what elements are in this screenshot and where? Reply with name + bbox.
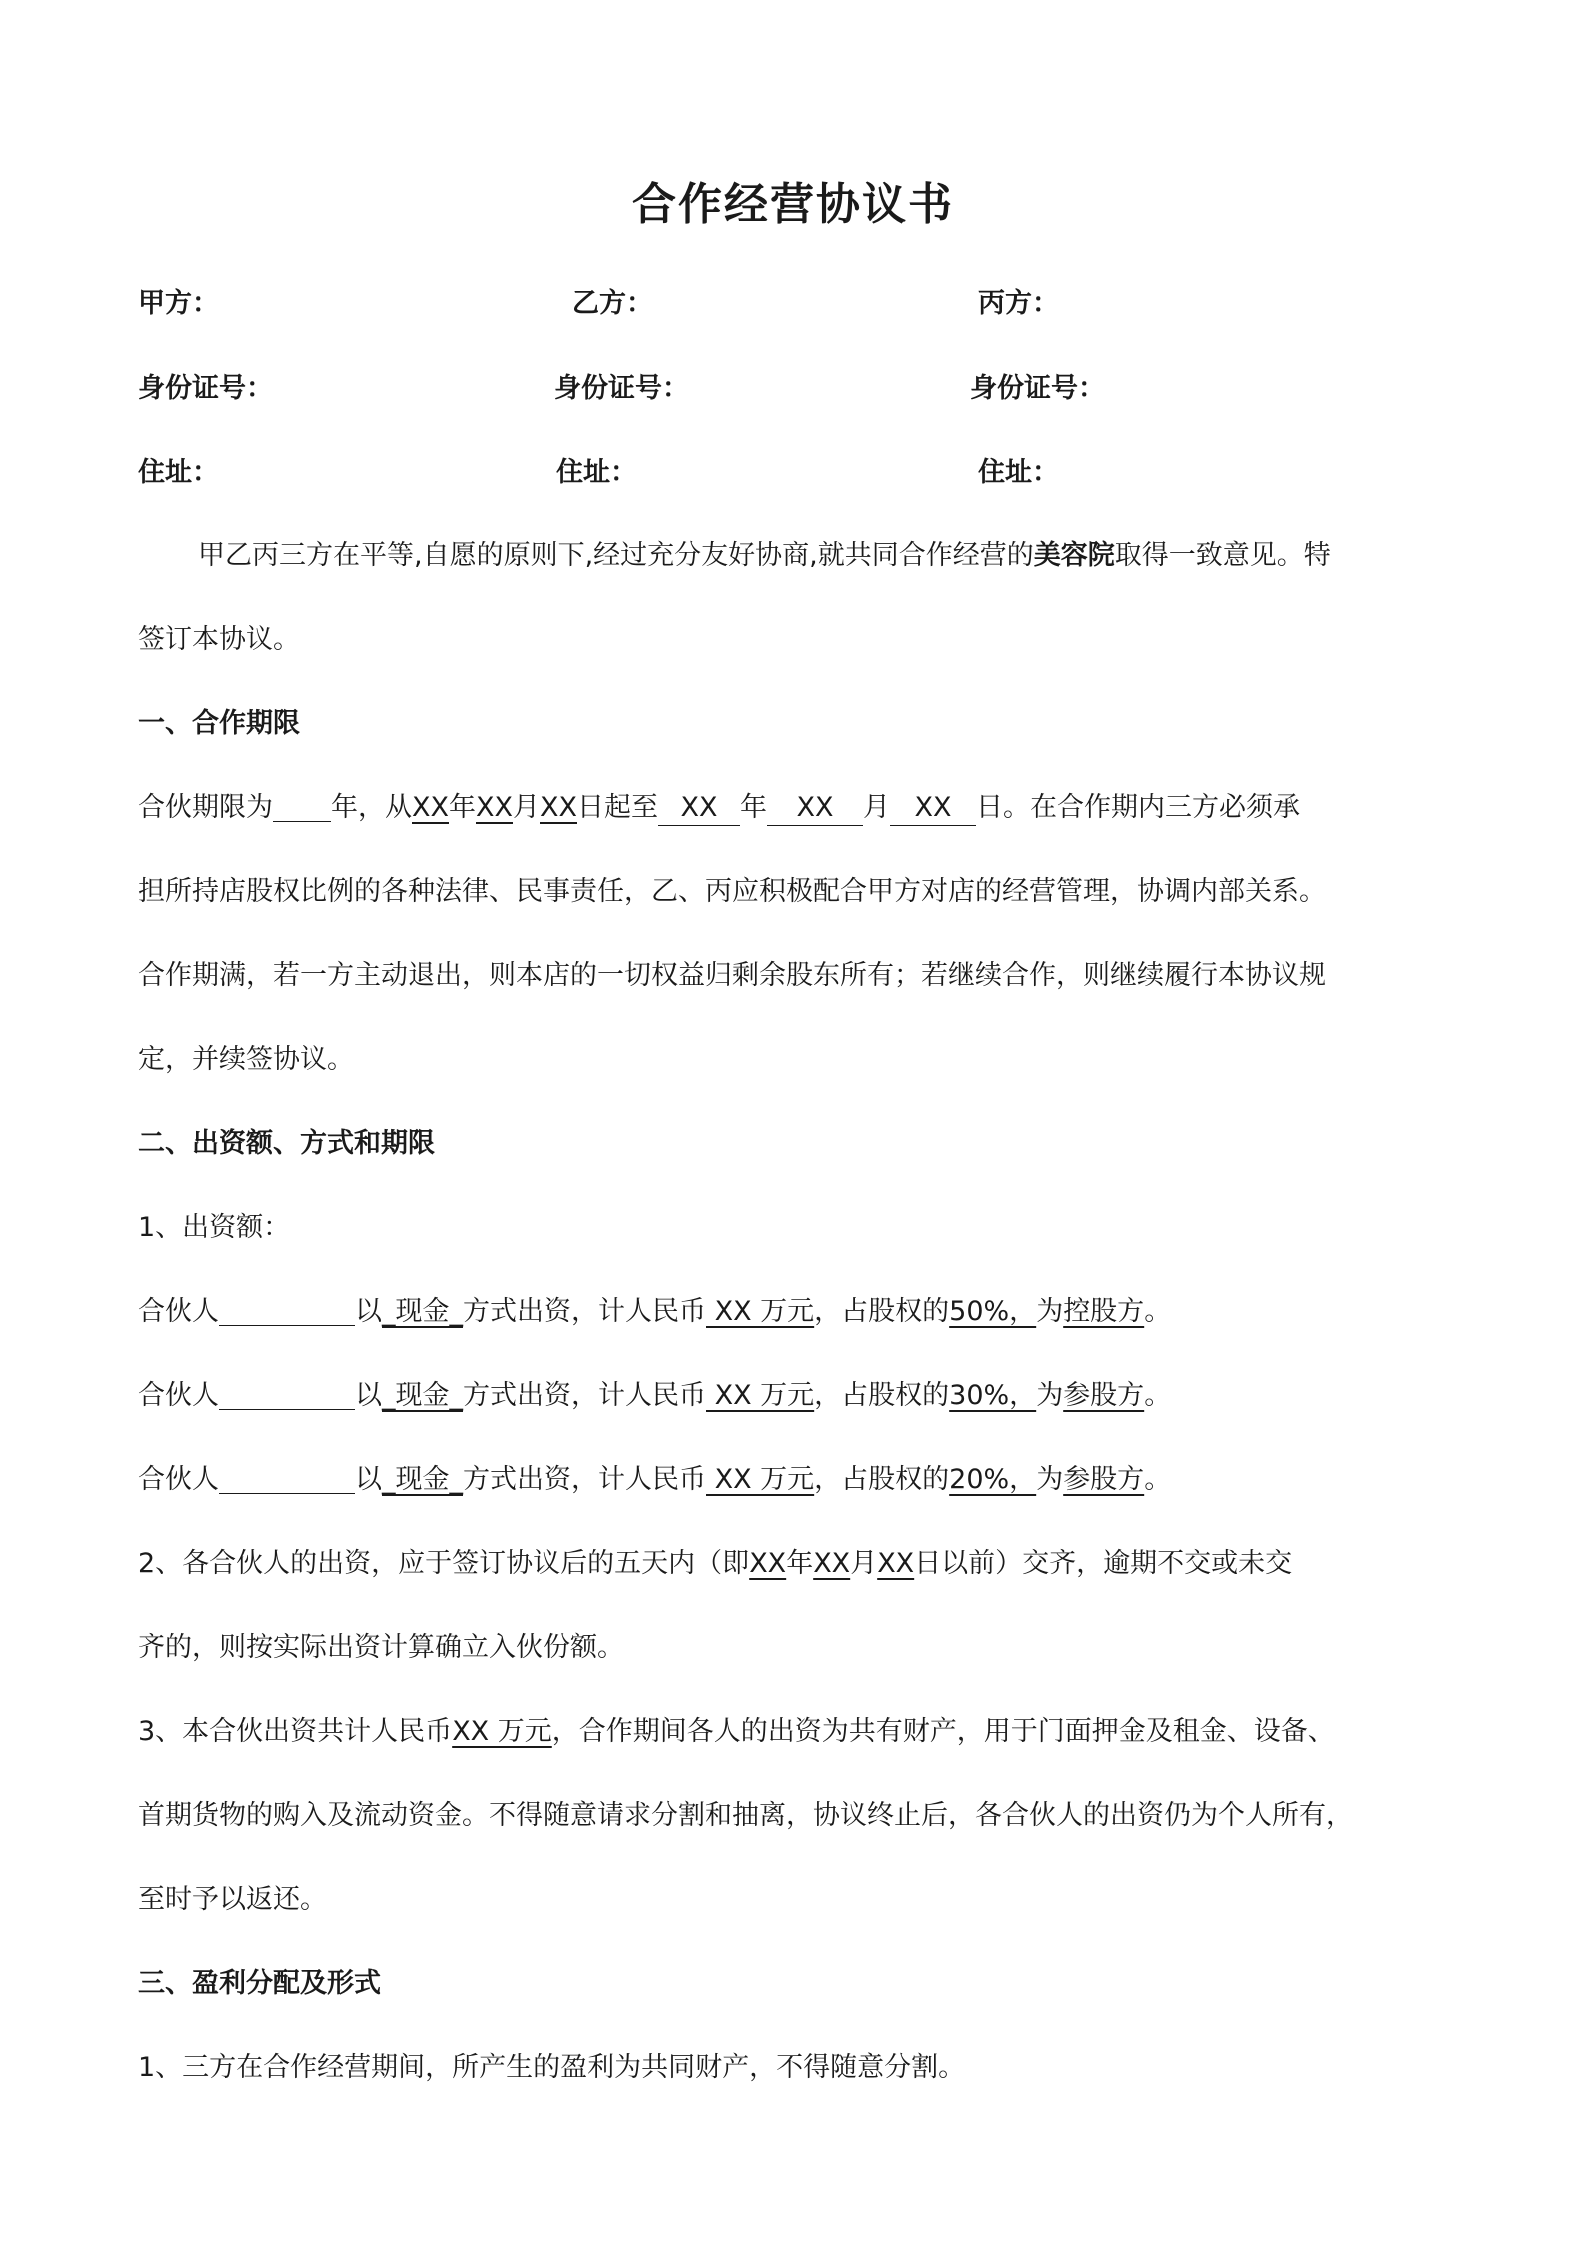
equity-percent: 50%， [949,1296,1037,1327]
partner-name-blank [219,1295,355,1326]
deadline-line-2: 齐的，则按实际出资计算确立入伙份额。 [138,1632,624,1663]
party-a-address-label: 住址： [138,457,219,488]
partner-text: ，占股权的 [814,1296,950,1327]
term-text: 年 [740,792,767,823]
term-text: 日。在合作期内三方必须承 [976,792,1300,823]
deadline-text: 2、各合伙人的出资，应于签订协议后的五天内（即 [138,1548,750,1579]
deadline-line-1 [138,1544,1458,1584]
deadline-year: XX [749,1548,787,1579]
total-capital-line-1 [138,1712,1458,1752]
start-day: XX [540,792,577,823]
total-capital-amount: XX 万元 [452,1716,552,1747]
party-b-id-label: 身份证号： [554,373,689,404]
section-2-heading: 二、出资额、方式和期限 [138,1128,435,1159]
end-day: XX [890,791,976,826]
term-line-2: 担所持店股权比例的各种法律、民事责任，乙、丙应积极配合甲方对店的经营管理，协调内部关系。 [138,876,1326,907]
partner-row [138,1292,1458,1332]
deadline-text: 日以前）交齐，逾期不交或未交 [914,1548,1293,1579]
partner-label: 合伙人 [138,1296,219,1327]
term-text: 年，从 [331,792,412,823]
partner-text: 方式出资，计人民币 [463,1380,706,1411]
party-c-id-label: 身份证号： [970,373,1105,404]
total-capital-text: ，合作期间各人的出资为共有财产，用于门面押金及租金、设备、 [551,1716,1335,1747]
equity-percent: 30%， [949,1380,1037,1411]
intro-text-1: 甲乙丙三方在平等,自愿的原则下,经过充分友好协商,就共同合作经营的 [198,540,1034,571]
partner-text: ，占股权的 [814,1464,950,1495]
total-capital-text: 3、本合伙出资共计人民币 [138,1716,453,1747]
term-line-3: 合作期满，若一方主动退出，则本店的一切权益归剩余股东所有；若继续合作，则继续履行本协议规 [138,960,1326,991]
partner-role: 参股方 [1063,1464,1145,1495]
partner-text: 方式出资，计人民币 [463,1296,706,1327]
contribution-method: _现金_ [382,1380,463,1411]
term-text: 合伙期限为 [138,792,273,823]
end-month: XX [767,791,863,826]
partner-name-blank [219,1463,355,1494]
partner-text: 。 [1144,1464,1172,1495]
partner-label: 合伙人 [138,1380,219,1411]
deadline-text: 年 [786,1548,814,1579]
contribution-method: _现金_ [382,1464,463,1495]
term-years-blank [273,791,331,822]
equity-percent: 20%， [949,1464,1037,1495]
end-year: XX [658,791,740,826]
start-month: XX [476,792,513,823]
partner-label: 合伙人 [138,1464,219,1495]
contribution-amount: XX 万元 [706,1464,815,1495]
deadline-text: 月 [850,1548,878,1579]
partner-text: ，占股权的 [814,1380,950,1411]
total-capital-line-2: 首期货物的购入及流动资金。不得随意请求分割和抽离，协议终止后，各合伙人的出资仍为个人所有， [138,1800,1353,1831]
partner-text: 方式出资，计人民币 [463,1464,706,1495]
partner-role: 参股方 [1063,1380,1145,1411]
partner-text: 为 [1036,1380,1064,1411]
deadline-month: XX [813,1548,851,1579]
partner-name-blank [219,1379,355,1410]
term-text: 月 [863,792,890,823]
contribution-amount: XX 万元 [706,1380,815,1411]
term-text: 月 [513,792,540,823]
term-line-1 [138,788,1458,828]
term-line-4: 定，并续签协议。 [138,1044,354,1075]
start-year: XX [412,792,449,823]
deadline-day: XX [877,1548,915,1579]
partner-role: 控股方 [1063,1296,1145,1327]
partner-text: 为 [1036,1464,1064,1495]
party-b-label: 乙方： [572,288,653,319]
partner-text: 。 [1144,1380,1172,1411]
total-capital-line-3: 至时予以返还。 [138,1884,327,1915]
partner-text: 以 [355,1296,382,1327]
partner-text: 为 [1036,1296,1064,1327]
partner-text: 以 [355,1464,382,1495]
intro-text-2: 取得一致意见。特 [1114,540,1331,571]
contribution-method: _现金_ [382,1296,463,1327]
party-a-label: 甲方： [138,288,219,319]
partner-text: 以 [355,1380,382,1411]
term-text: 日起至 [577,792,658,823]
term-text: 年 [449,792,476,823]
section-1-heading: 一、合作期限 [138,708,300,739]
partner-row [138,1460,1458,1500]
intro-line-1 [138,536,1518,576]
contribution-amount: XX 万元 [706,1296,815,1327]
party-b-address-label: 住址： [556,457,637,488]
party-a-id-label: 身份证号： [138,373,273,404]
capital-subheading: 1、出资额： [138,1212,291,1243]
document-title: 合作经营协议书 [632,179,954,230]
business-name: 美容院 [1033,540,1115,571]
section-3-heading: 三、盈利分配及形式 [138,1968,381,1999]
party-c-address-label: 住址： [978,457,1059,488]
profit-line-1: 1、三方在合作经营期间，所产生的盈利为共同财产，不得随意分割。 [138,2052,966,2083]
partner-text: 。 [1144,1296,1172,1327]
party-c-label: 丙方： [978,288,1059,319]
partner-row [138,1376,1458,1416]
intro-line-2: 签订本协议。 [138,624,300,655]
